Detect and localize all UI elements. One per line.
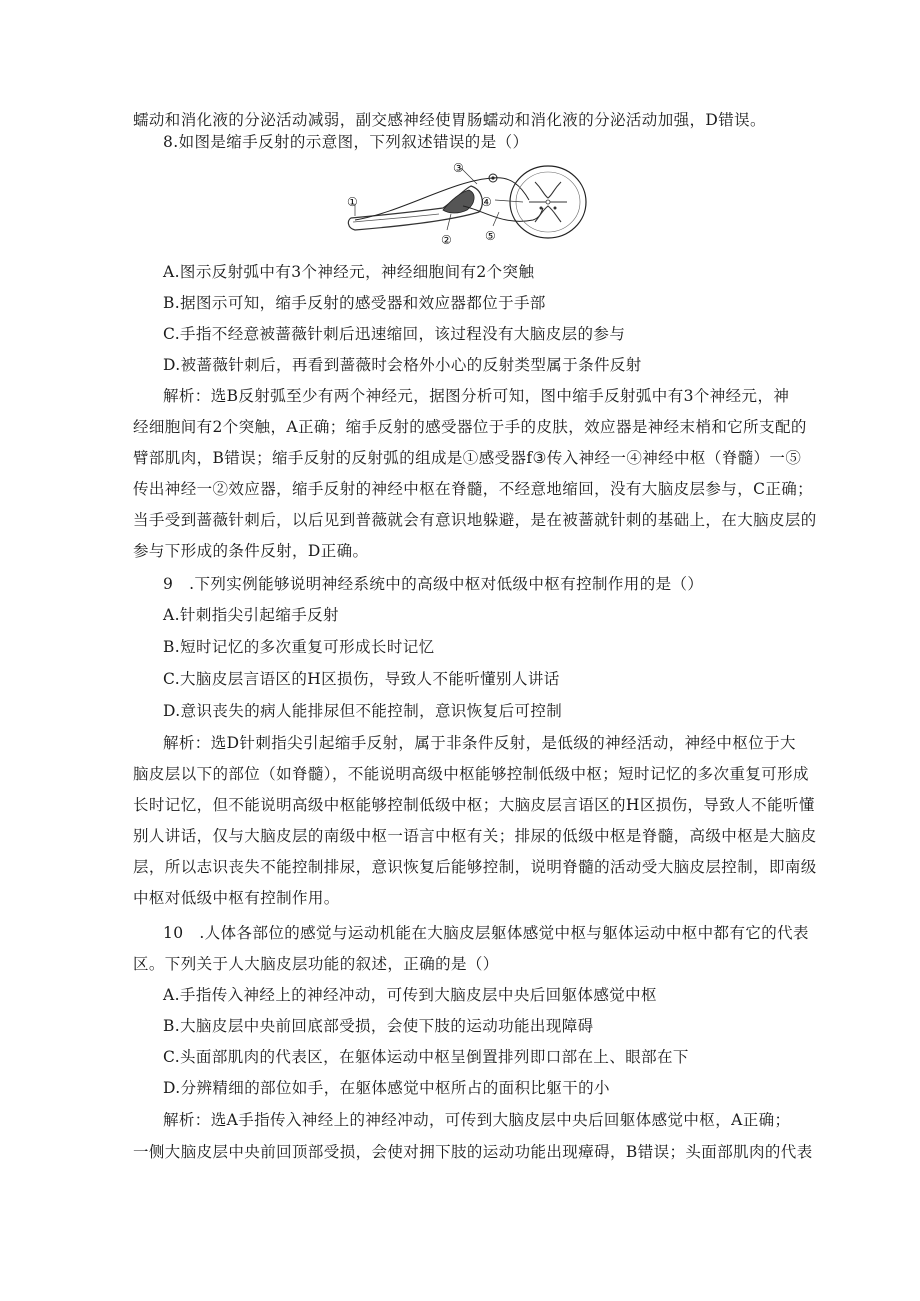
q10-option-b: B.大脑皮层中央前回底部受损，会使下肢的运动功能出现障碍 [163,1017,594,1035]
q9-analysis-line: 层，所以志识丧失不能控制排尿，意识恢复后能够控制，说明脊髓的活动受大脑皮层控制，即南级 [133,858,817,876]
label-nerve-center: ④ [481,195,492,209]
q10-option-c: C.头面部肌肉的代表区，在躯体运动中枢呈倒置排列即口部在上、眼部在下 [163,1048,689,1066]
q9-analysis-line: 长时记忆，但不能说明高级中枢能够控制低级中枢；大脑皮层言语区的H区损伤，导致人不能听懂 [133,796,815,814]
q9-analysis-line: 中枢对低级中枢有控制作用。 [133,889,340,907]
q10-option-a: A.手指传入神经上的神经冲动，可传到大脑皮层中央后回躯体感觉中枢 [163,986,657,1004]
q9-option-d: D.意识丧失的病人能排尿但不能控制，意识恢复后可控制 [163,702,563,720]
label-receptor: ① [347,195,358,209]
q10-option-d: D.分辨精细的部位如手，在躯体感觉中枢所占的面积比躯干的小 [163,1079,610,1097]
q9-analysis-line: 脑皮层以下的部位（如脊髓），不能说明高级中枢能够控制低级中枢；短时记忆的多次重复可形成 [133,765,809,783]
q8-analysis-line: 解析：选B反射弧至少有两个神经元，据图分析可知，图中缩手反射弧中有3个神经元，神 [163,387,790,405]
q9-option-b: B.短时记忆的多次重复可形成长时记忆 [163,638,435,656]
q8-option-b: B.据图示可知，缩手反射的感受器和效应器都位于手部 [163,294,546,312]
q9-analysis-line: 别人讲话，仅与大脑皮层的南级中枢一语言中枢有关；排尿的低级中枢是脊髓，高级中枢是大脑皮 [133,827,817,845]
label-effector: ② [441,233,452,247]
reflex-arc-figure [343,160,595,260]
q8-option-d: D.被蔷薇针刺后，再看到蔷薇时会格外小心的反射类型属于条件反射 [163,356,642,374]
q9-option-a: A.针刺指尖引起缩手反射 [163,606,339,624]
label-afferent-nerve: ③ [453,161,464,175]
question-10-stem: 10 .人体各部位的感觉与运动机能在大脑皮层躯体感觉中枢与躯体运动中枢中都有它的代表 [163,924,809,942]
q8-option-a: A.图示反射弧中有3个神经元，神经细胞间有2个突触 [163,263,535,281]
q10-analysis-line: 解析：选A手指传入神经上的神经冲动，可传到大脑皮层中央后回躯体感觉中枢，A正确； [163,1111,791,1129]
question-10-stem-cont: 区。下列关于人大脑皮层功能的叙述，正确的是（） [133,955,499,973]
question-9-stem: 9 .下列实例能够说明神经系统中的高级中枢对低级中枢有控制作用的是（） [163,575,704,593]
q9-option-c: C.大脑皮层言语区的H区损伤，导致人不能听懂别人讲话 [163,670,560,688]
q10-analysis-line: 一侧大脑皮层中央前回顶部受损，会使对拥下肢的运动功能出现瘴碍，B错误；头面部肌肉的代表 [133,1143,813,1161]
q8-analysis-line: 当手受到蔷薇针刺后，以后见到普薇就会有意识地躲避，是在被蔷就针刺的基础上，在大脑皮层的 [133,511,817,529]
text-line: 蠕动和消化液的分泌活动减弱，副交感神经使胃肠蠕动和消化液的分泌活动加强，D错误。 [133,111,766,129]
q8-analysis-line: 传出神经一②效应器，缩手反射的神经中枢在脊髓，不经意地缩回，没有大脑皮层参与，C正确； [133,480,814,498]
q8-analysis-line: 臂部肌肉，B错误；缩手反射的反射弧的组成是①感受器f③传入神经一④神经中枢（脊髓）一⑤ [133,449,802,467]
q8-option-c: C.手指不经意被蔷薇针刺后迅速缩回，该过程没有大脑皮层的参与 [163,325,626,343]
q8-analysis-line: 参与下形成的条件反射，D正确。 [133,542,369,560]
q9-analysis-line: 解析：选D针刺指尖引起缩手反射，属于非条件反射，是低级的神经活动，神经中枢位于大 [163,734,796,752]
q8-analysis-line: 经细胞间有2个突触，A正确；缩手反射的感受器位于手的皮肤，效应器是神经末梢和它所支配的 [133,418,807,436]
label-efferent-nerve: ⑤ [485,229,496,243]
question-8-stem: 8.如图是缩手反射的示意图，下列叙述错误的是（） [163,133,529,151]
